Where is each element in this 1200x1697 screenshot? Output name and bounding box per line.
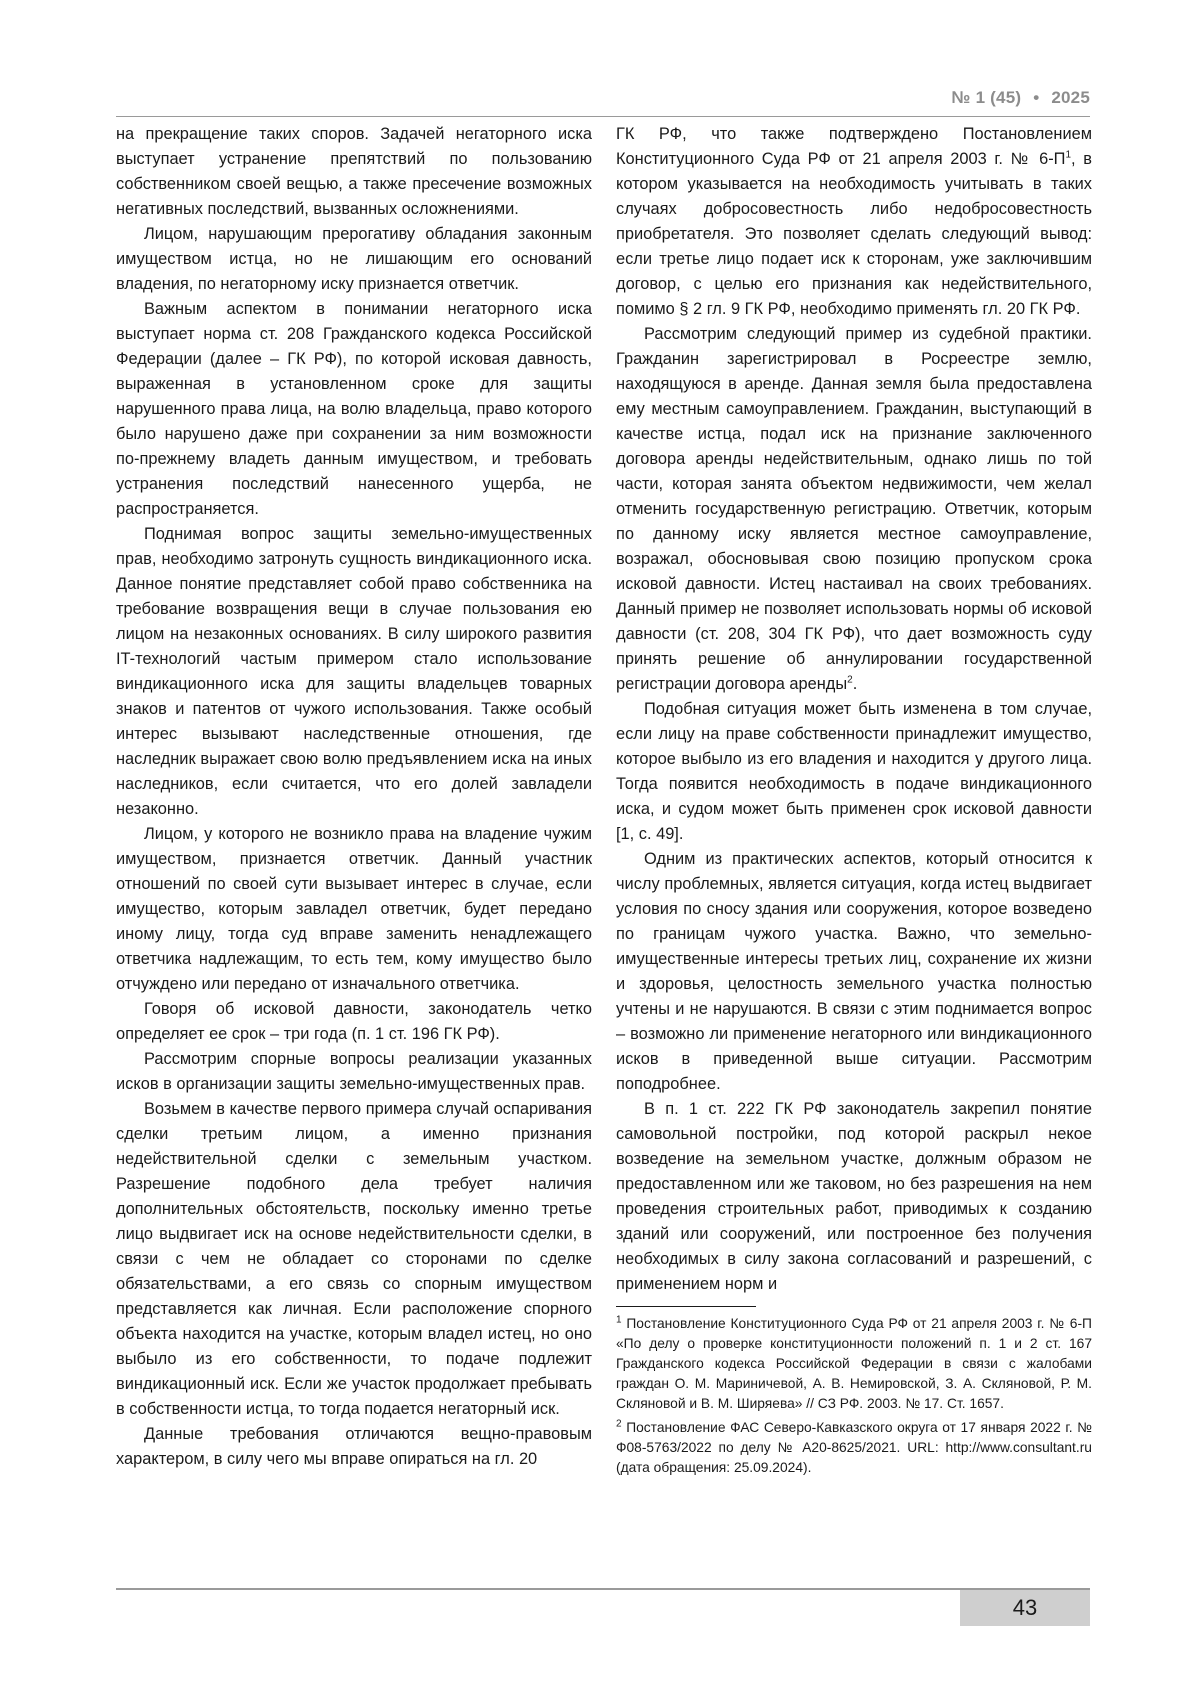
page-number-box [960, 1590, 1090, 1626]
footnote-text: Постановление ФАС Северо-Кавказского округа от 17 января 2022 г. № Ф08-5763/2022 по делу № А20-8625/2021. URL: http://www.consultant.ru (дата обращения: 25.09.2024). [616, 1420, 1092, 1475]
footnote-ref-2: 2 [847, 674, 853, 686]
paragraph [616, 122, 1092, 322]
footer-rule [116, 1588, 1090, 1590]
paragraph: В п. 1 ст. 222 ГК РФ законодатель закрепил понятие самовольной постройки, под которой раскрыл некое возведение на земельном участке, должным образом не предоставленном или же таковом, но без разрешения на нем проведения строительных работ, приводимых к созданию зданий или сооружений, или построенное без получения необходимых в силу закона согласований и разрешений, с применением норм и [616, 1100, 1092, 1293]
right-column [616, 122, 1092, 1482]
paragraph: Важным аспектом в понимании негаторного иска выступает норма ст. 208 Гражданского кодекса Российской Федерации (далее – ГК РФ), по которой исковая давность, выраженная в установленном сроке для защиты нарушенного права лица, на волю владельца, право которого было нарушено даже при сохранении за ним возможности по-прежнему владеть данным имуществом, и требовать устранения последствий нанесенного ущерба, не распространяется. [116, 300, 592, 518]
footnote-2 [616, 1418, 1092, 1478]
footnote-1 [616, 1314, 1092, 1414]
issue-number: № 1 (45) [951, 88, 1022, 107]
issue-year: 2025 [1051, 88, 1090, 107]
footnotes [616, 1314, 1092, 1478]
paragraph: Лицом, нарушающим прерогативу обладания законным имуществом истца, но не лишающим его оснований владения, по негаторному иску признается ответчик. [116, 225, 592, 293]
paragraph: Поднимая вопрос защиты земельно-имущественных прав, необходимо затронуть сущность виндикационного иска. Данное понятие представляет собой право собственника на требование возвращения вещи в случае пользования ею лицом на незаконных основаниях. В силу широкого развития IT-технологий частым примером стало использование виндикационного иска для защиты владельцев товарных знаков и патентов от чужого использования. Также особый интерес вызывают наследственные отношения, где наследник выражает свою волю предъявлением иска на иных наследников, если считается, что его долей завладели незаконно. [116, 525, 592, 818]
footnote-number: 1 [616, 1314, 622, 1326]
paragraph: Рассмотрим спорные вопросы реализации указанных исков в организации защиты земельно-имущественных прав. [116, 1050, 592, 1093]
paragraph: Данные требования отличаются вещно-правовым характером, в силу чего мы вправе опираться на гл. 20 [116, 1425, 592, 1468]
paragraph: Подобная ситуация может быть изменена в том случае, если лицу на праве собственности принадлежит имущество, которое выбыло из его владения и находится у другого лица. Тогда появится необходимость в подаче виндикационного иска, и судом может быть применен срок исковой давности [1, с. 49]. [616, 700, 1092, 843]
paragraph-text: Рассмотрим следующий пример из судебной практики. Гражданин зарегистрировал в Росреестре землю, находящуюся в аренде. Данная земля была предоставлена ему местным самоуправлением. Гражданин, выступающий в качестве истца, подал иск на признание заключенного договора аренды недействительным, однако лишь по той части, которая занята объектом недвижимости, чем желал отменить государственную регистрацию. Ответчик, которым по данному иску является местное самоуправление, возражал, обосновывая свою позицию пропуском срока исковой давности. Истец настаивал на своих требованиях. Данный пример не позволяет использовать нормы об исковой давности (ст. 208, 304 ГК РФ), что дает возможность суду принять решение об аннулировании государственной регистрации договора аренды [616, 325, 1092, 693]
paragraph: Лицом, у которого не возникло права на владение чужим имуществом, признается ответчик. Данный участник отношений по своей сути вызывает интерес в случае, если имущество, которым завладел ответчик, будет передано иному лицу, тогда суд вправе заменить ненадлежащего ответчика надлежащим, то есть тем, кому имущество было отчуждено или передано от изначального ответчика. [116, 825, 592, 993]
paragraph: на прекращение таких споров. Задачей негаторного иска выступает устранение препятствий по пользованию собственником своей вещью, а также пресечение возможных негативных последствий, вызванных осложнениями. [116, 125, 592, 218]
paragraph-text: , в котором указывается на необходимость учитывать в таких случаях добросовестность либо недобросовестность приобретателя. Это позволяет сделать следующий вывод: если третье лицо подает иск к сторонам, уже заключившим договор, с целью его признания как недействительного, помимо § 2 гл. 9 ГК РФ, необходимо применять гл. 20 ГК РФ. [616, 150, 1092, 318]
footnote-divider [616, 1306, 756, 1307]
left-column [116, 122, 592, 1472]
header-rule [116, 116, 1090, 117]
issue-header [952, 88, 1090, 108]
paragraph: Возьмем в качестве первого примера случай оспаривания сделки третьим лицом, а именно признания недействительной сделки с земельным участком. Разрешение подобного дела требует наличия дополнительных обстоятельств, поскольку именно третье лицо выдвигает иск на основе недействительности сделки, в связи с чем не обладает со сторонами по сделке обязательствами, а его связь со спорным имуществом представляется как личная. Если расположение спорного объекта находится на участке, которым владел истец, но оно выбыло из его собственности, то подаче подлежит виндикационный иск. Если же участок продолжает пребывать в собственности истца, то тогда подается негаторный иск. [116, 1100, 592, 1418]
page-number: 43 [1012, 1595, 1038, 1620]
paragraph-text: . [852, 675, 858, 693]
footnote-ref-1: 1 [1065, 149, 1072, 161]
paragraph-text: ГК РФ, что также подтверждено Постановлением Конституционного Суда РФ от 21 апреля 2003 г. № 6-П [616, 125, 1092, 168]
paragraph: Одним из практических аспектов, который относится к числу проблемных, является ситуация, когда истец выдвигает условия по сносу здания или сооружения, которое возведено по границам чужого участка. Важно, что земельно-имущественные интересы третьих лиц, сохранение их жизни и здоровья, целостность земельного участка полностью учтены и не нарушаются. В связи с этим поднимается вопрос – возможно ли применение негаторного или виндикационного исков в приведенной выше ситуации. Рассмотрим поподробнее. [616, 850, 1092, 1093]
paragraph: Говоря об исковой давности, законодатель четко определяет ее срок – три года (п. 1 ст. 196 ГК РФ). [116, 1000, 592, 1043]
footnote-text: Постановление Конституционного Суда РФ от 21 апреля 2003 г. № 6-П «По делу о проверке конституционности положений п. 1 и 2 ст. 167 Гражданского кодекса Российской Федерации в связи с жалобами граждан О. М. Мариничевой, А. В. Немировской, З. А. Скляновой, Р. М. Скляновой и В. М. Ширяева» // СЗ РФ. 2003. № 17. Ст. 1657. [616, 1316, 1092, 1411]
header-separator: • [1033, 88, 1040, 107]
footnote-number: 2 [616, 1418, 622, 1430]
paragraph [616, 322, 1092, 697]
